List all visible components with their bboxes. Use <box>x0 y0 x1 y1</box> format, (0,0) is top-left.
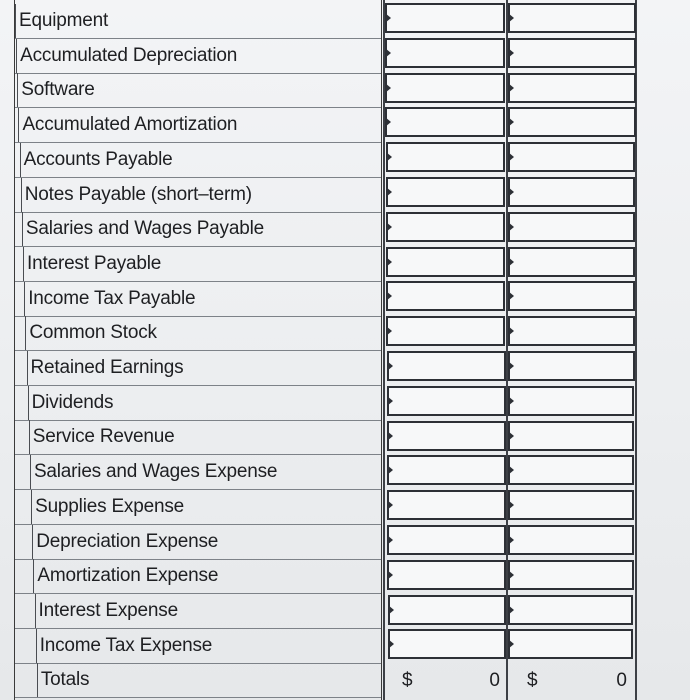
debit-total-value: 0 <box>489 670 500 691</box>
row-left-border <box>18 108 19 142</box>
input-marker-icon <box>387 465 393 475</box>
account-name: Depreciation Expense <box>36 530 219 552</box>
input-marker-icon <box>387 535 393 545</box>
row-left-border <box>28 386 29 420</box>
debit-input[interactable] <box>387 525 506 555</box>
row-left-border <box>31 490 32 524</box>
account-name: Dividends <box>31 391 114 413</box>
account-row <box>15 490 381 525</box>
row-left-border <box>30 455 31 489</box>
account-row <box>15 108 381 143</box>
input-marker-icon <box>385 48 391 58</box>
debit-input[interactable] <box>386 316 505 346</box>
account-name: Salaries and Wages Payable <box>25 218 264 240</box>
account-row <box>15 351 381 386</box>
input-marker-icon <box>508 396 514 406</box>
row-left-border <box>20 143 21 177</box>
row-left-border <box>37 663 38 697</box>
credit-input[interactable] <box>508 247 635 277</box>
account-name: Amortization Expense <box>37 565 219 587</box>
account-row <box>15 525 381 560</box>
input-marker-icon <box>508 257 514 267</box>
credit-input[interactable] <box>508 177 635 207</box>
row-left-border <box>16 39 17 73</box>
account-name: Salaries and Wages Expense <box>33 461 278 483</box>
account-name: Software <box>21 79 95 101</box>
account-name-column <box>14 0 382 700</box>
account-name: Supplies Expense <box>35 495 184 517</box>
input-marker-icon <box>388 639 394 649</box>
credit-input[interactable] <box>508 525 634 555</box>
row-left-border <box>24 282 25 316</box>
row-left-border <box>17 73 18 107</box>
account-row <box>15 212 381 247</box>
input-marker-icon <box>508 500 514 510</box>
debit-input[interactable] <box>387 455 506 485</box>
account-row <box>15 559 381 594</box>
debit-input[interactable] <box>387 490 506 520</box>
account-row <box>15 39 381 74</box>
credit-input[interactable] <box>508 281 635 311</box>
account-name: Common Stock <box>29 322 157 344</box>
account-row <box>15 455 381 490</box>
credit-column-right-edge <box>635 0 637 700</box>
credit-input[interactable] <box>508 351 635 381</box>
account-row <box>15 73 381 108</box>
credit-input[interactable] <box>508 455 634 485</box>
input-marker-icon <box>386 291 392 301</box>
debit-input[interactable] <box>387 421 506 451</box>
account-name: Notes Payable (short–term) <box>24 183 252 205</box>
account-row <box>15 316 381 351</box>
account-name: Income Tax Payable <box>28 287 196 309</box>
account-row <box>15 629 381 664</box>
totals-label: Totals <box>40 669 90 691</box>
debit-input[interactable] <box>388 629 506 659</box>
account-name: Accumulated Amortization <box>22 114 238 136</box>
debit-input[interactable] <box>388 595 506 625</box>
input-marker-icon <box>508 361 514 371</box>
debit-input[interactable] <box>385 3 505 33</box>
input-marker-icon <box>508 117 514 127</box>
credit-input[interactable] <box>508 386 634 416</box>
input-marker-icon <box>386 222 392 232</box>
debit-input[interactable] <box>387 351 506 381</box>
credit-input[interactable] <box>508 629 633 659</box>
credit-input[interactable] <box>508 38 636 68</box>
input-marker-icon <box>386 326 392 336</box>
credit-input[interactable] <box>508 595 633 625</box>
row-left-border <box>22 212 23 246</box>
row-left-border <box>27 351 28 385</box>
input-marker-icon <box>508 465 514 475</box>
input-marker-icon <box>387 570 393 580</box>
credit-total-cell <box>511 666 631 696</box>
input-marker-icon <box>508 291 514 301</box>
input-marker-icon <box>508 326 514 336</box>
row-left-border <box>29 420 30 454</box>
credit-input[interactable] <box>508 560 634 590</box>
row-left-border <box>36 629 37 663</box>
debit-input[interactable] <box>386 247 505 277</box>
input-marker-icon <box>385 83 391 93</box>
totals-row <box>15 663 381 698</box>
input-marker-icon <box>387 361 393 371</box>
credit-input[interactable] <box>508 73 636 103</box>
credit-total-currency: $ <box>527 670 538 691</box>
row-left-border <box>15 4 16 38</box>
input-marker-icon <box>508 431 514 441</box>
credit-input[interactable] <box>508 212 635 242</box>
input-marker-icon <box>508 187 514 197</box>
input-marker-icon <box>385 13 391 23</box>
debit-total-cell <box>388 666 504 696</box>
account-name: Service Revenue <box>32 426 175 448</box>
debit-input[interactable] <box>385 73 505 103</box>
row-left-border <box>35 594 36 628</box>
input-marker-icon <box>508 639 514 649</box>
credit-input[interactable] <box>508 421 634 451</box>
row-left-border <box>25 316 26 350</box>
debit-input[interactable] <box>385 38 505 68</box>
input-marker-icon <box>508 535 514 545</box>
account-name: Accounts Payable <box>23 148 173 170</box>
debit-input[interactable] <box>386 281 505 311</box>
input-marker-icon <box>508 152 514 162</box>
row-left-border <box>33 559 34 593</box>
debit-input[interactable] <box>386 142 506 172</box>
credit-total-value: 0 <box>616 670 627 691</box>
debit-total-currency: $ <box>402 670 413 691</box>
account-row <box>15 247 381 282</box>
input-marker-icon <box>387 396 393 406</box>
input-marker-icon <box>386 152 392 162</box>
account-name: Accumulated Depreciation <box>20 44 238 66</box>
account-name: Income Tax Expense <box>39 634 213 656</box>
credit-input[interactable] <box>508 142 635 172</box>
input-marker-icon <box>508 48 514 58</box>
input-marker-icon <box>508 222 514 232</box>
debit-input[interactable] <box>387 560 505 590</box>
debit-input[interactable] <box>387 386 506 416</box>
input-marker-icon <box>386 257 392 267</box>
account-row <box>15 143 381 178</box>
account-name: Interest Expense <box>38 599 178 621</box>
account-row <box>15 386 381 421</box>
account-row <box>15 594 381 629</box>
debit-input[interactable] <box>386 177 506 207</box>
credit-input[interactable] <box>508 316 635 346</box>
account-name: Equipment <box>19 10 109 31</box>
input-marker-icon <box>388 605 394 615</box>
account-row <box>15 4 381 39</box>
credit-input[interactable] <box>508 107 636 137</box>
account-row <box>15 178 381 213</box>
account-name: Interest Payable <box>27 252 162 274</box>
input-marker-icon <box>508 605 514 615</box>
input-marker-icon <box>508 570 514 580</box>
input-marker-icon <box>386 187 392 197</box>
row-left-border <box>23 247 24 281</box>
input-marker-icon <box>387 500 393 510</box>
input-marker-icon <box>508 13 514 23</box>
credit-input[interactable] <box>508 3 636 33</box>
debit-column-left-edge <box>383 0 385 700</box>
account-row <box>15 282 381 317</box>
debit-input[interactable] <box>386 212 505 242</box>
row-left-border <box>21 178 22 212</box>
account-name: Retained Earnings <box>30 357 184 378</box>
input-marker-icon <box>387 431 393 441</box>
account-row <box>15 420 381 455</box>
input-marker-icon <box>508 83 514 93</box>
input-marker-icon <box>385 117 391 127</box>
row-left-border <box>32 525 33 559</box>
credit-input[interactable] <box>508 490 634 520</box>
debit-input[interactable] <box>385 107 505 137</box>
